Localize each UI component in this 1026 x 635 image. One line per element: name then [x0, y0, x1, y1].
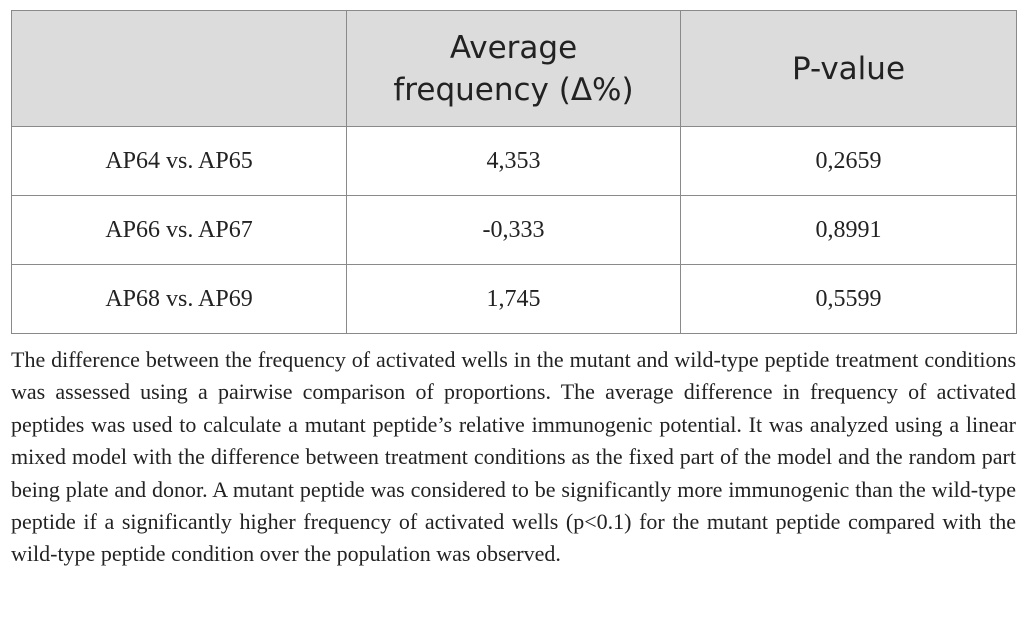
cell-comparison: AP68 vs. AP69 [12, 265, 347, 334]
table-row [12, 265, 1017, 334]
cell-average-frequency: 4,353 [347, 127, 681, 196]
cell-average-frequency: 1,745 [347, 265, 681, 334]
header-comparison [12, 11, 347, 127]
table-row [12, 196, 1017, 265]
cell-p-value: 0,8991 [681, 196, 1017, 265]
cell-p-value: 0,2659 [681, 127, 1017, 196]
table-footnote: The difference between the frequency of activated wells in the mutant and wild-type peptide treatment conditions was assessed using a pairwise comparison of proportions. The average difference in frequency of activated peptides was used to calculate a mutant peptide’s relative immunogenic potential. It was analyzed using a linear mixed model with the difference between treatment conditions as the fixed part of the model and the random part being plate and donor. A mutant peptide was considered to be significantly more immunogenic than the wild-type peptide if a significantly higher frequency of activated wells (p<0.1) for the mutant peptide compared with the wild-type peptide condition over the population was observed. [11, 347, 1016, 567]
results-table [11, 10, 1017, 334]
cell-average-frequency: -0,333 [347, 196, 681, 265]
cell-p-value: 0,5599 [681, 265, 1017, 334]
table-row [12, 127, 1017, 196]
header-p-value: P-value [681, 11, 1017, 127]
cell-comparison: AP64 vs. AP65 [12, 127, 347, 196]
cell-comparison: AP66 vs. AP67 [12, 196, 347, 265]
header-average-frequency: Average frequency (Δ%) [347, 11, 681, 127]
table-header-row [12, 11, 1017, 127]
